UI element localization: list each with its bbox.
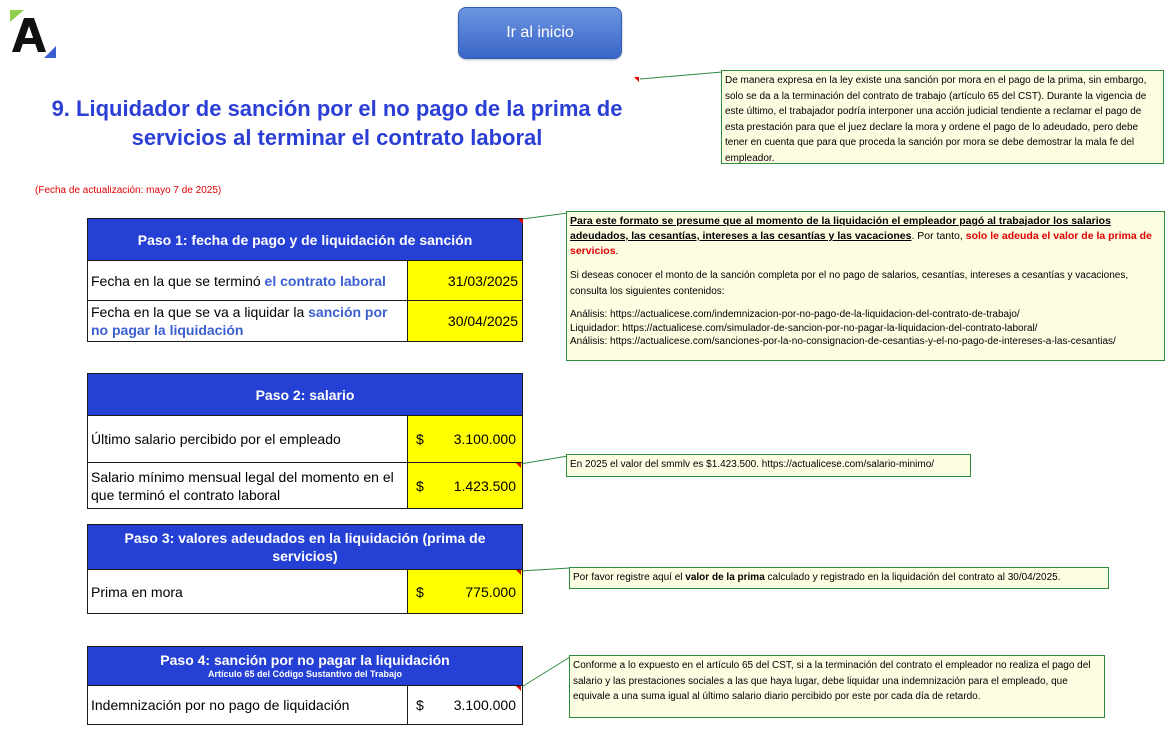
step2-heading: Paso 2: salario bbox=[88, 374, 522, 416]
settlement-date-input[interactable]: 30/04/2025 bbox=[408, 301, 522, 341]
comment-marker bbox=[516, 463, 521, 468]
art65-comment: Conforme a lo expuesto en el artículo 65 del CST, si a la terminación del contrato el empleador no realiza el pago del salario y las prestaciones sociales a las que haya lugar, debe liquidar una indemnización para el empleado, que equivale a una suma igual al último salario diario percibido por este por cada día de retardo. bbox=[569, 655, 1105, 718]
table-row bbox=[88, 463, 522, 508]
intro-comment: De manera expresa en la ley existe una sanción por mora en el pago de la prima, sin embargo, solo se da a la terminación del contrato de trabajo (artículo 65 del CST). Durante la vigencia de este último, el trabajador podría interponer una acción judicial tendiente a reclamar el pago de esta prestación para que el juez declare la mora y ordene el pago de lo adeudado, pero debe tener en cuenta que para que proceda la sanción por mora se debe demostrar la mala fe del empleador. bbox=[721, 70, 1164, 164]
comment-marker bbox=[516, 686, 521, 691]
home-button[interactable]: Ir al inicio bbox=[458, 7, 622, 59]
page-title: 9. Liquidador de sanción por el no pago de la prima de servicios al terminar el contrato laboral bbox=[51, 96, 623, 150]
step1-comment: Para este formato se presume que al momento de la liquidación el empleador pagó al trabajador los salarios adeudados, las cesantías, intereses a las cesantías y las vacaciones. Por tanto, solo le adeuda el valor de la prima de servicios. Si deseas conocer el monto de la sanción completa por el no pago de salarios, cesantías, intereses a cesantías y vacaciones, consulta los siguientes contenidos: Análisis: https://actualicese.com/indemnizacion-por-no-pago-de-la-liquidacion-del-contrato-de-trabajo/ Liquidador: https://actualicese.com/simulador-de-sancion-por-no-pagar-la-liquidacion-del-contrato-laboral/ Análisis: https://actualicese.com/sanciones-por-la-no-consignacion-de-cesantias-y-el-no-pago-de-intereses-a-las-cesantias/ bbox=[566, 211, 1165, 361]
step1-table bbox=[87, 218, 523, 342]
step3-heading: Paso 3: valores adeudados en la liquidación (prima de servicios) bbox=[88, 525, 522, 570]
settlement-date-label: Fecha en la que se va a liquidar la sanción por no pagar la liquidación bbox=[88, 301, 408, 341]
table-row bbox=[88, 686, 522, 724]
prima-comment: Por favor registre aquí el valor de la prima calculado y registrado en la liquidación del contrato al 30/04/2025. bbox=[569, 567, 1109, 589]
min-wage-input[interactable]: $ 1.423.500 bbox=[408, 463, 522, 508]
prima-label: Prima en mora bbox=[88, 570, 408, 613]
indemnity-label: Indemnización por no pago de liquidación bbox=[88, 686, 408, 724]
table-row bbox=[88, 570, 522, 613]
step2-table bbox=[87, 373, 523, 509]
link-analysis-1[interactable]: Análisis: https://actualicese.com/indemnizacion-por-no-pago-de-la-liquidacion-del-contrato-de-trabajo/ bbox=[570, 309, 1020, 320]
step4-subheading: Artículo 65 del Código Sustantivo del Trabajo bbox=[207, 669, 403, 679]
link-simulator[interactable]: Liquidador: https://actualicese.com/simulador-de-sancion-por-no-pagar-la-liquidacion-del-contrato-laboral/ bbox=[570, 322, 1038, 334]
table-row bbox=[88, 416, 522, 463]
link-analysis-2[interactable]: Análisis: https://actualicese.com/sanciones-por-la-no-consignacion-de-cesantias-y-el-no-pago-de-intereses-a-las-cesantias/ bbox=[570, 336, 1116, 347]
step3-table bbox=[87, 524, 523, 614]
table-row bbox=[88, 301, 522, 341]
end-date-label: Fecha en la que se terminó el contrato laboral bbox=[88, 261, 408, 300]
min-wage-label: Salario mínimo mensual legal del momento en el que terminó el contrato laboral bbox=[88, 463, 408, 508]
comment-marker bbox=[518, 219, 523, 224]
table-row bbox=[88, 261, 522, 301]
indemnity-value: $ 3.100.000 bbox=[408, 686, 522, 724]
step4-table bbox=[87, 646, 523, 725]
last-salary-input[interactable]: $ 3.100.000 bbox=[408, 416, 522, 462]
last-salary-label: Último salario percibido por el empleado bbox=[88, 416, 408, 462]
comment-marker bbox=[634, 77, 639, 82]
step4-heading: Paso 4: sanción por no pagar la liquidación Artículo 65 del Código Sustantivo del Trabajo bbox=[88, 647, 522, 686]
prima-input[interactable]: $ 775.000 bbox=[408, 570, 522, 613]
comment-marker bbox=[516, 570, 521, 575]
update-date: (Fecha de actualización: mayo 7 de 2025) bbox=[35, 185, 222, 196]
smmlv-comment: En 2025 el valor del smmlv es $1.423.500. https://actualicese.com/salario-minimo/ bbox=[566, 454, 971, 477]
step1-heading: Paso 1: fecha de pago y de liquidación de sanción bbox=[88, 219, 522, 261]
end-date-input[interactable]: 31/03/2025 bbox=[408, 261, 522, 300]
